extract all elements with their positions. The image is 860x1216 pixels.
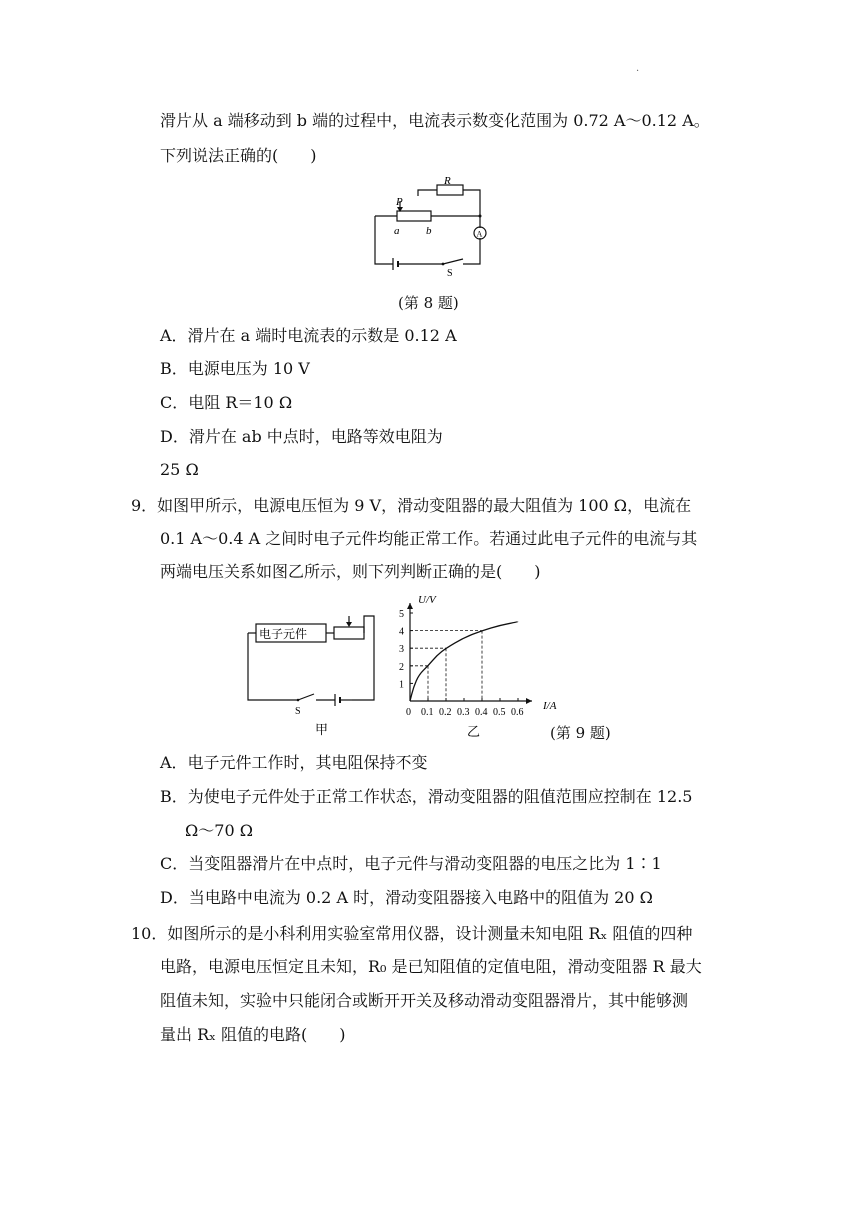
q9-option-a: A．电子元件工作时，其电阻保持不变 <box>160 753 428 772</box>
q9-option-b-line1: B．为使电子元件处于正常工作状态，滑动变阻器的阻值范围应控制在 12.5 <box>160 787 693 806</box>
q9-stem-line3: 两端电压关系如图乙所示，则下列判断正确的是( ) <box>160 562 541 581</box>
q9-option-d: D．当电路中电流为 0.2 A 时，滑动变阻器接入电路中的阻值为 20 Ω <box>160 888 653 907</box>
q9-rheostat <box>334 627 364 639</box>
x-tick-label: 0.6 <box>511 707 524 718</box>
q8-label-R: R <box>444 175 451 187</box>
q8-option-b: B．电源电压为 10 V <box>160 359 310 378</box>
graph-ticks <box>399 609 524 718</box>
q8-option-d-line1: D．滑片在 ab 中点时，电路等效电阻为 <box>160 427 443 446</box>
graph-y-axis-label: U/V <box>418 594 436 606</box>
graph-guides <box>410 631 482 701</box>
x-tick-label: 0.5 <box>493 707 506 718</box>
q9-stem-line1: 9．如图甲所示，电源电压恒为 9 V，滑动变阻器的最大阻值为 100 Ω，电流在 <box>131 496 692 515</box>
q8-caption: (第 8 题) <box>398 294 459 312</box>
q8-label-b: b <box>426 225 432 237</box>
q10-stem-line2: 电路，电源电压恒定且未知，R₀ 是已知阻值的定值电阻，滑动变阻器 R 最大 <box>160 957 702 976</box>
q8-option-a: A．滑片在 a 端时电流表的示数是 0.12 A <box>160 326 457 345</box>
x-tick-label: 0 <box>406 707 411 718</box>
q9-figure-yi-label: 乙 <box>467 724 481 739</box>
y-tick-label: 4 <box>399 626 404 638</box>
q8-label-a: a <box>394 225 400 237</box>
y-tick-label: 3 <box>399 644 404 656</box>
q9-ui-graph <box>392 588 562 748</box>
x-tick-label: 0.2 <box>439 707 452 718</box>
q9-option-b-line2: Ω～70 Ω <box>185 821 253 840</box>
q8-label-P: P <box>396 196 403 208</box>
x-tick-label: 0.4 <box>475 707 488 718</box>
q8-circuit-figure <box>365 172 495 280</box>
q9-caption: (第 9 题) <box>550 724 611 742</box>
x-tick-label: 0.3 <box>457 707 470 718</box>
q9-option-c: C．当变阻器滑片在中点时，电子元件与滑动变阻器的电压之比为 1∶1 <box>160 854 662 873</box>
q8-stem-line2: 下列说法正确的( ) <box>160 146 317 165</box>
y-axis-arrow <box>407 603 413 609</box>
x-tick-label: 0.1 <box>421 707 434 718</box>
q8-label-S: S <box>447 268 453 279</box>
q9-figure-jia-label: 甲 <box>315 722 329 737</box>
q8-stem-line1: 滑片从 a 端移动到 b 端的过程中，电流表示数变化范围为 0.72 A～0.12 A。 <box>160 111 710 130</box>
q10-stem-line3: 阻值未知，实验中只能闭合或断开开关及移动滑动变阻器滑片，其中能够测 <box>160 991 689 1010</box>
q8-rheostat <box>397 211 431 221</box>
graph-x-axis-label: I/A <box>543 700 557 712</box>
y-tick-label: 5 <box>399 609 404 620</box>
graph-axes <box>407 603 532 704</box>
q8-option-d-line2: 25 Ω <box>160 460 199 479</box>
q9-stem-line2: 0.1 A～0.4 A 之间时电子元件均能正常工作。若通过此电子元件的电流与其 <box>160 529 698 548</box>
q10-stem-line4: 量出 Rₓ 阻值的电路( ) <box>160 1025 346 1044</box>
page-mark: · <box>636 66 640 77</box>
q8-label-A: A <box>476 229 483 239</box>
q9-switch-label: S <box>295 706 301 717</box>
y-tick-label: 1 <box>399 679 404 691</box>
q9-circuit-figure-jia <box>240 612 380 742</box>
graph-curve <box>410 622 518 701</box>
q10-stem-line1: 10．如图所示的是小科利用实验室常用仪器，设计测量未知电阻 Rₓ 阻值的四种 <box>131 924 693 943</box>
q9-component-label: 电子元件 <box>259 627 308 641</box>
x-axis-arrow <box>526 698 532 704</box>
q8-option-c: C．电阻 R＝10 Ω <box>160 393 293 412</box>
y-tick-label: 2 <box>399 661 404 673</box>
